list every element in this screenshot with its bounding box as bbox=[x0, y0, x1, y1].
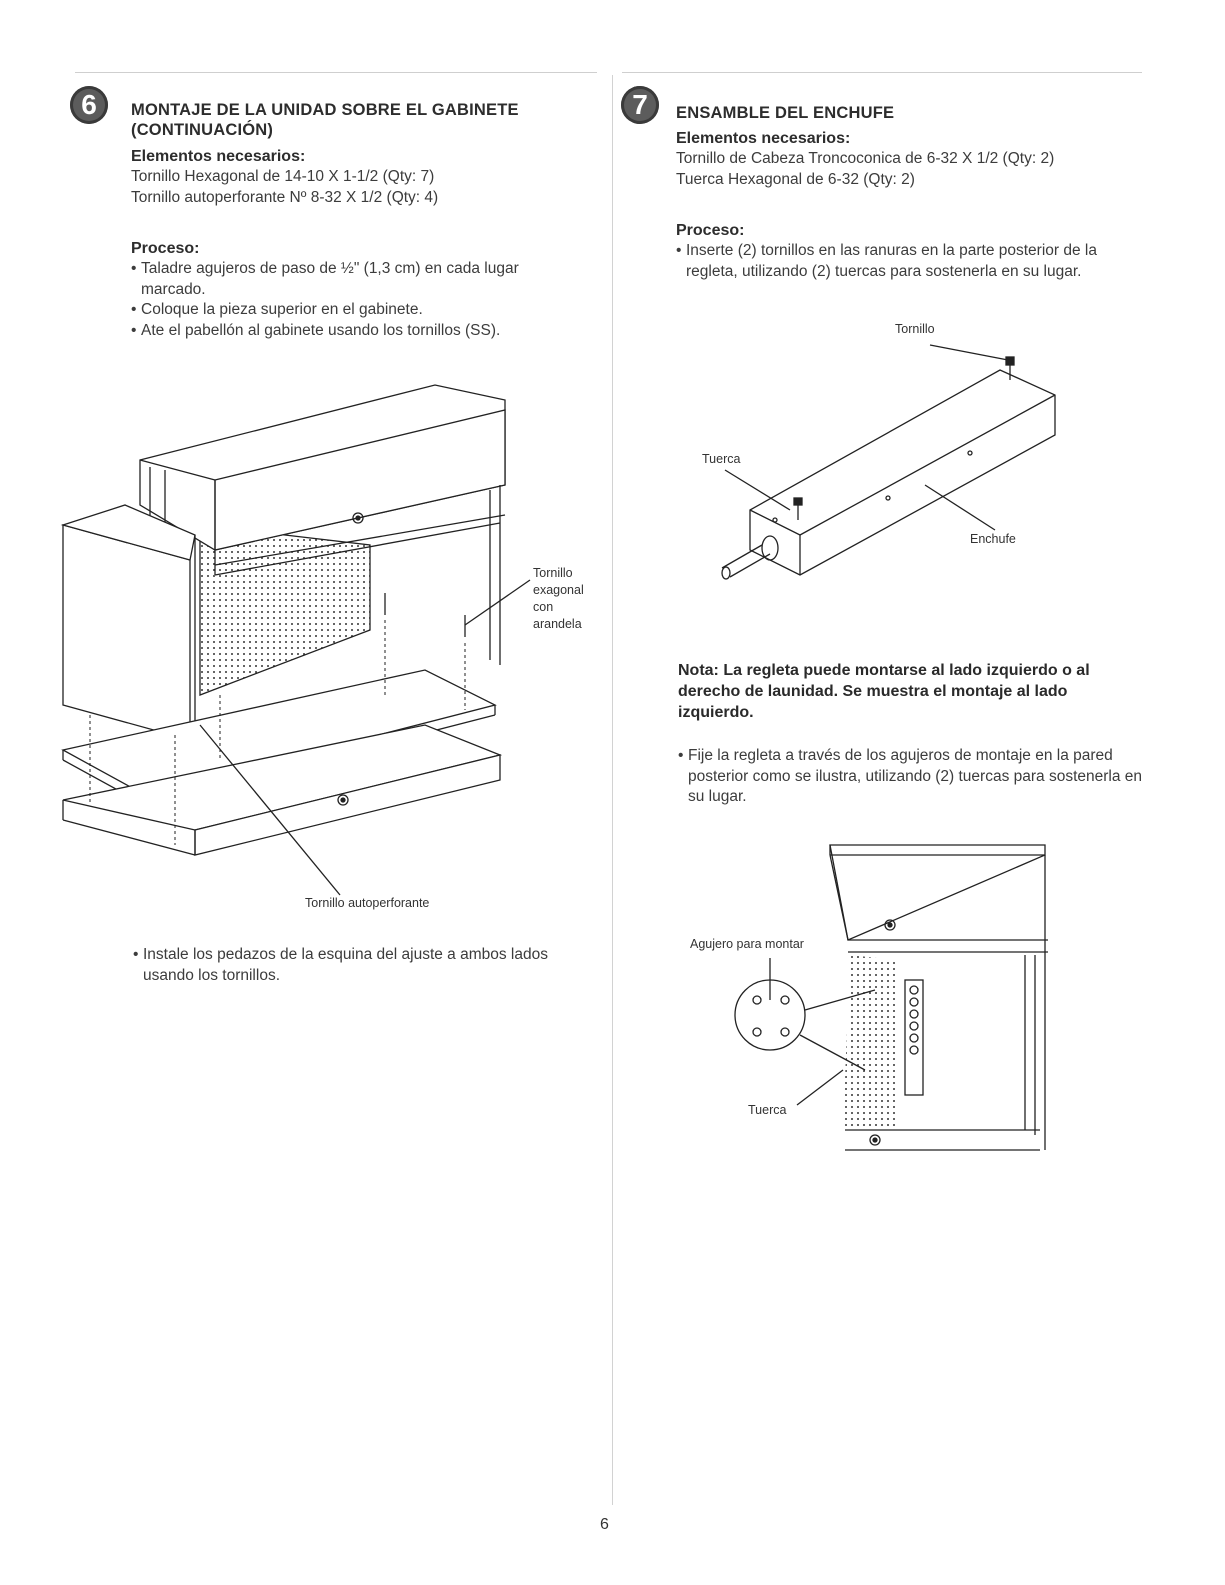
top-rule-left bbox=[75, 72, 597, 73]
step-7-item-1: Tornillo de Cabeza Troncoconica de 6-32 X 1/2 (Qty: 2) bbox=[676, 150, 1055, 167]
step-6-process-1: • Taladre agujeros de paso de ½" (1,3 cm) en cada lugar marcado. bbox=[131, 259, 586, 300]
step-6-process-2: • Coloque la pieza superior en el gabinete. bbox=[131, 300, 601, 321]
top-rule-right bbox=[622, 72, 1142, 73]
step-7-items-heading: Elementos necesarios: bbox=[676, 130, 851, 147]
column-divider bbox=[612, 75, 613, 1505]
nut-label-fig2: Tuerca bbox=[748, 1103, 787, 1117]
step-6-title: MONTAJE DE LA UNIDAD SOBRE EL GABINETE (CONTINUACIÓN) bbox=[131, 101, 519, 139]
mounting-figure bbox=[735, 840, 1055, 1170]
step-6-number-icon: 6 bbox=[70, 86, 108, 124]
screw-label: Tornillo bbox=[895, 322, 935, 336]
hex-screw-label: Tornillo exagonal con arandela bbox=[533, 566, 584, 631]
step-7-title: ENSAMBLE DEL ENCHUFE bbox=[676, 104, 895, 122]
cabinet-assembly-figure bbox=[55, 375, 605, 895]
power-strip-figure bbox=[700, 340, 1080, 600]
step-7-number-icon: 7 bbox=[621, 86, 659, 124]
step-7-process-1: • Inserte (2) tornillos en las ranuras en la parte posterior de la regleta, utilizando (2) tuercas para sostenerla en su lugar. bbox=[676, 241, 1131, 282]
step-6-text-top bbox=[131, 100, 601, 341]
mount-hole-label: Agujero para montar bbox=[690, 937, 804, 951]
step-7-text-top bbox=[676, 103, 1156, 282]
step-6-process-heading: Proceso: bbox=[131, 240, 200, 257]
step-7-process-heading: Proceso: bbox=[676, 222, 745, 239]
step-7-note: Nota: La regleta puede montarse al lado izquierdo o al derecho de launidad. Se muestra el montaje al lado izquierdo. bbox=[678, 662, 1090, 721]
self-tapping-screw-label: Tornillo autoperforante bbox=[305, 896, 430, 910]
page-number: 6 bbox=[600, 1516, 609, 1533]
step-6-item-2: Tornillo autoperforante Nº 8-32 X 1/2 (Qty: 4) bbox=[131, 188, 439, 206]
step-7-process-2: • Fije la regleta a través de los agujeros de montaje en la pared posterior como se ilustra, utilizando (2) tuercas para sostenerla en su lugar. bbox=[678, 746, 1148, 808]
step-7-item-2: Tuerca Hexagonal de 6-32 (Qty: 2) bbox=[676, 170, 915, 188]
outlet-label: Enchufe bbox=[970, 532, 1016, 546]
step-6-process-3: • Ate el pabellón al gabinete usando los tornillos (SS). bbox=[131, 321, 601, 342]
step-6-after-figure-text: • Instale los pedazos de la esquina del ajuste a ambos lados usando los tornillos. bbox=[133, 945, 593, 986]
nut-label-fig1: Tuerca bbox=[702, 452, 741, 466]
step-6-items-heading: Elementos necesarios: bbox=[131, 148, 306, 165]
step-6-item-1: Tornillo Hexagonal de 14-10 X 1-1/2 (Qty: 7) bbox=[131, 168, 435, 185]
